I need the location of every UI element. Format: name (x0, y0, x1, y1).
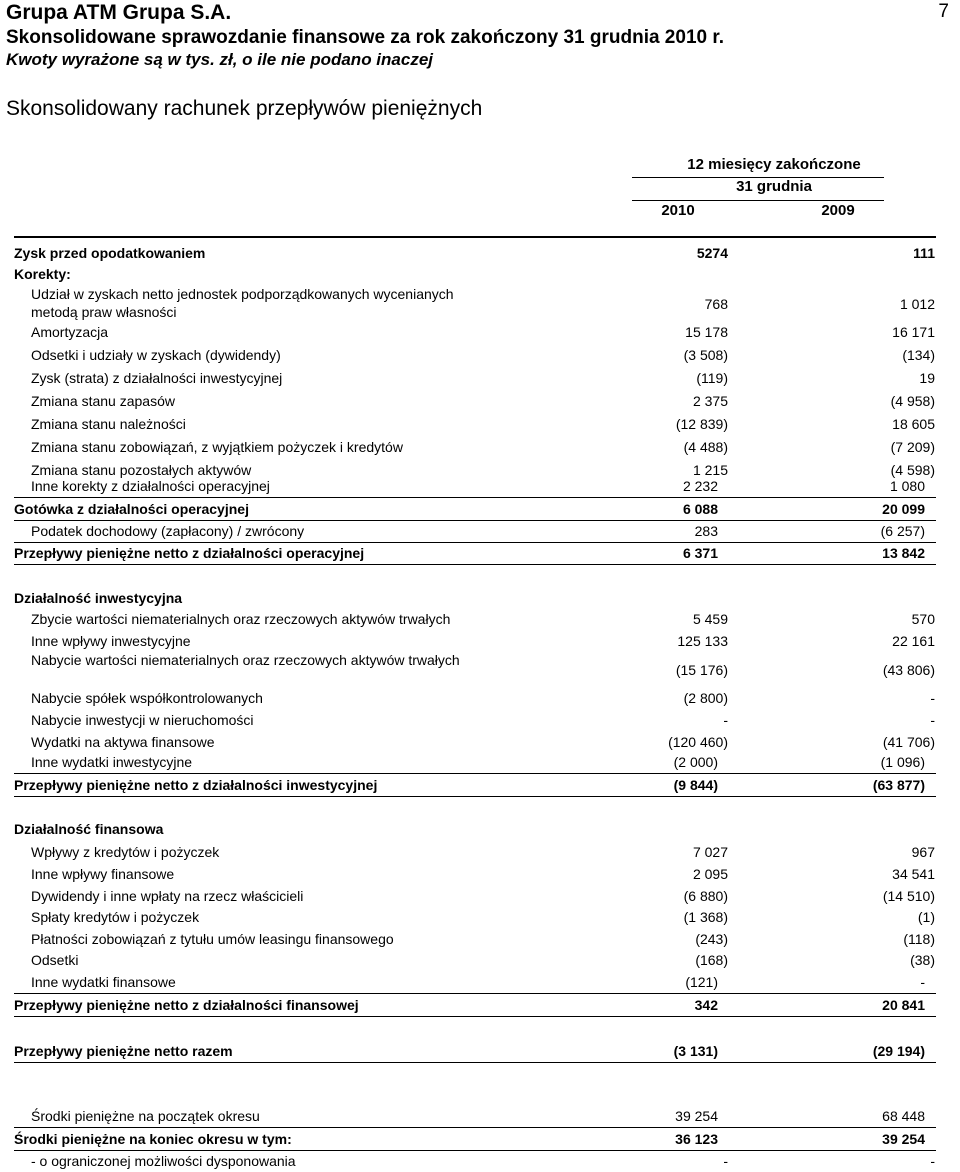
value-2010: (15 176) (675, 662, 728, 678)
table-row (0, 709, 960, 731)
value-2009: (43 806) (882, 662, 935, 678)
row-label: Inne wpływy inwestycyjne (31, 633, 191, 649)
value-2010: (243) (695, 931, 728, 947)
value-2009: 20 099 (882, 501, 925, 517)
table-row (14, 1128, 936, 1151)
value-2010: 2 232 (682, 478, 718, 494)
table-row (14, 542, 936, 565)
table-row (0, 367, 960, 389)
value-2009: - (930, 1153, 935, 1169)
table-row (0, 436, 960, 458)
row-label: Działalność inwestycyjna (14, 590, 183, 606)
value-2009: (63 877) (872, 777, 925, 793)
table-row (0, 630, 960, 652)
value-2009: 20 841 (882, 997, 925, 1013)
value-2009: (4 958) (890, 393, 935, 409)
period-header: 12 miesięcy zakończone (687, 156, 861, 173)
table-row (0, 242, 960, 264)
row-label: Wpływy z kredytów i pożyczek (31, 844, 220, 860)
row-label: Amortyzacja (31, 324, 109, 340)
table-row (14, 994, 936, 1017)
table-row (14, 1105, 936, 1128)
table-row (0, 321, 960, 343)
value-2009: (118) (903, 931, 935, 947)
value-2009: (14 510) (882, 888, 935, 904)
row-label: Inne wydatki inwestycyjne (31, 754, 193, 770)
value-2010: (1 368) (683, 909, 728, 925)
value-2009: (4 598) (890, 462, 935, 478)
row-label: Gotówka z działalności operacyjnej (14, 501, 249, 517)
value-2009: (1) (917, 909, 935, 925)
row-label: - o ograniczonej możliwości dysponowania (31, 1153, 296, 1169)
value-2010: (121) (685, 974, 718, 990)
value-2010: 5274 (696, 245, 728, 261)
value-2009: (38) (910, 952, 935, 968)
row-label: Środki pieniężne na koniec okresu w tym: (14, 1131, 292, 1147)
table-row (0, 413, 960, 435)
value-2010: (6 880) (683, 888, 728, 904)
table-row (14, 520, 936, 543)
row-label: Zysk przed opodatkowaniem (14, 245, 206, 261)
row-label: Nabycie wartości niematerialnych oraz rzeczowych aktywów trwałych (31, 652, 460, 668)
value-2009: 1 080 (889, 478, 925, 494)
value-2009: - (920, 974, 925, 990)
value-2009: 18 605 (892, 416, 935, 432)
table-row (14, 475, 936, 498)
row-label: Przepływy pieniężne netto z działalności finansowej (14, 997, 359, 1013)
value-2010: 36 123 (675, 1131, 718, 1147)
value-2010: (120 460) (668, 734, 728, 750)
table-row (0, 928, 960, 950)
header-separator (14, 236, 936, 238)
row-label: Nabycie inwestycji w nieruchomości (31, 712, 254, 728)
row-label: Przepływy pieniężne netto z działalności operacyjnej (14, 545, 365, 561)
row-label: Zmiana stanu zapasów (31, 393, 175, 409)
table-row (14, 971, 936, 994)
row-label: Przepływy pieniężne netto z działalności inwestycyjnej (14, 777, 378, 793)
table-row (14, 751, 936, 774)
section-heading-financing (0, 818, 960, 840)
value-2009: 570 (911, 611, 935, 627)
value-2010: 768 (704, 296, 728, 312)
table-row (14, 498, 936, 521)
value-2009: 34 541 (892, 866, 935, 882)
value-2009: 68 448 (882, 1108, 925, 1124)
value-2010: 2 095 (692, 866, 728, 882)
value-2009: (134) (902, 347, 935, 363)
table-row (0, 284, 960, 324)
value-2010: 7 027 (692, 844, 728, 860)
value-2009: (7 209) (890, 439, 935, 455)
row-label: Działalność finansowa (14, 821, 164, 837)
value-2010: (4 488) (683, 439, 728, 455)
page-number: 7 (938, 1, 949, 22)
value-2010: (3 508) (683, 347, 728, 363)
table-row (0, 687, 960, 709)
value-2010: 5 459 (692, 611, 728, 627)
row-label: Wydatki na aktywa finansowe (31, 734, 215, 750)
row-label: Odsetki (31, 952, 79, 968)
table-row (0, 263, 960, 285)
table-row (0, 1150, 960, 1172)
value-2009: - (930, 712, 935, 728)
value-2009: 13 842 (882, 545, 925, 561)
value-2009: 19 (919, 370, 935, 386)
table-row (0, 650, 960, 690)
row-label: Zysk (strata) z działalności inwestycyjnej (31, 370, 283, 386)
row-label: Nabycie spółek współkontrolowanych (31, 690, 263, 706)
value-2010: (9 844) (673, 777, 718, 793)
row-label: Korekty: (14, 266, 71, 282)
value-2010: 15 178 (685, 324, 728, 340)
value-2009: (1 096) (880, 754, 925, 770)
table-row (0, 906, 960, 928)
units-note: Kwoty wyrażone są w tys. zł, o ile nie podano inaczej (6, 50, 433, 69)
value-2010: 342 (694, 997, 718, 1013)
value-2009: (29 194) (872, 1043, 925, 1059)
table-row (14, 774, 936, 797)
row-label: Zbycie wartości niematerialnych oraz rzeczowych aktywów trwałych (31, 611, 451, 627)
row-label: Zmiana stanu pozostałych aktywów (31, 462, 252, 478)
table-row (0, 863, 960, 885)
row-label: Dywidendy i inne wpłaty na rzecz właścicieli (31, 888, 304, 904)
value-2010: 1 215 (692, 462, 728, 478)
year-2009-header: 2009 (821, 202, 855, 219)
statement-title: Skonsolidowany rachunek przepływów pieniężnych (6, 97, 483, 120)
row-label: Inne wydatki finansowe (31, 974, 176, 990)
row-label: Inne korekty z działalności operacyjnej (31, 478, 270, 494)
table-row (14, 1040, 936, 1063)
value-2010: 6 088 (682, 501, 718, 517)
row-label: Inne wpływy finansowe (31, 866, 175, 882)
value-2009: 22 161 (892, 633, 935, 649)
company-name: Grupa ATM Grupa S.A. (6, 1, 232, 24)
row-label: Przepływy pieniężne netto razem (14, 1043, 233, 1059)
value-2010: (12 839) (675, 416, 728, 432)
period-date-header: 31 grudnia (736, 178, 812, 195)
table-row (0, 885, 960, 907)
report-title: Skonsolidowane sprawozdanie finansowe za rok zakończony 31 grudnia 2010 r. (6, 27, 724, 48)
table-row (0, 949, 960, 971)
value-2010: 283 (694, 523, 718, 539)
value-2009: 967 (911, 844, 935, 860)
row-label: Płatności zobowiązań z tytułu umów leasingu finansowego (31, 931, 394, 947)
row-label: Udział w zyskach netto jednostek podporządkowanych wycenianych metodą praw własności (31, 286, 454, 320)
value-2010: 6 371 (682, 545, 718, 561)
row-label: Odsetki i udziały w zyskach (dywidendy) (31, 347, 281, 363)
table-row (0, 731, 960, 753)
row-label: Podatek dochodowy (zapłacony) / zwrócony (31, 523, 305, 539)
value-2010: 125 133 (677, 633, 728, 649)
row-label: Spłaty kredytów i pożyczek (31, 909, 200, 925)
section-heading-investing (0, 587, 960, 609)
value-2010: 2 375 (692, 393, 728, 409)
value-2009: (6 257) (880, 523, 925, 539)
value-2009: 111 (913, 245, 935, 261)
value-2010: (119) (696, 370, 728, 386)
value-2010: - (723, 1153, 728, 1169)
row-label: Środki pieniężne na początek okresu (31, 1108, 260, 1124)
value-2010: (2 800) (683, 690, 728, 706)
row-label: Zmiana stanu zobowiązań, z wyjątkiem pożyczek i kredytów (31, 439, 403, 455)
row-label: Zmiana stanu należności (31, 416, 186, 432)
value-2010: - (723, 712, 728, 728)
value-2010: (2 000) (673, 754, 718, 770)
value-2009: - (930, 690, 935, 706)
value-2009: 1 012 (899, 296, 935, 312)
table-row (0, 608, 960, 630)
table-row (0, 344, 960, 366)
period-date-underline (632, 200, 884, 201)
value-2009: 39 254 (882, 1131, 925, 1147)
value-2009: (41 706) (882, 734, 935, 750)
value-2010: 39 254 (675, 1108, 718, 1124)
year-2010-header: 2010 (661, 202, 695, 219)
table-row (0, 390, 960, 412)
table-row (0, 841, 960, 863)
value-2010: (3 131) (673, 1043, 718, 1059)
value-2010: (168) (695, 952, 728, 968)
value-2009: 16 171 (892, 324, 935, 340)
